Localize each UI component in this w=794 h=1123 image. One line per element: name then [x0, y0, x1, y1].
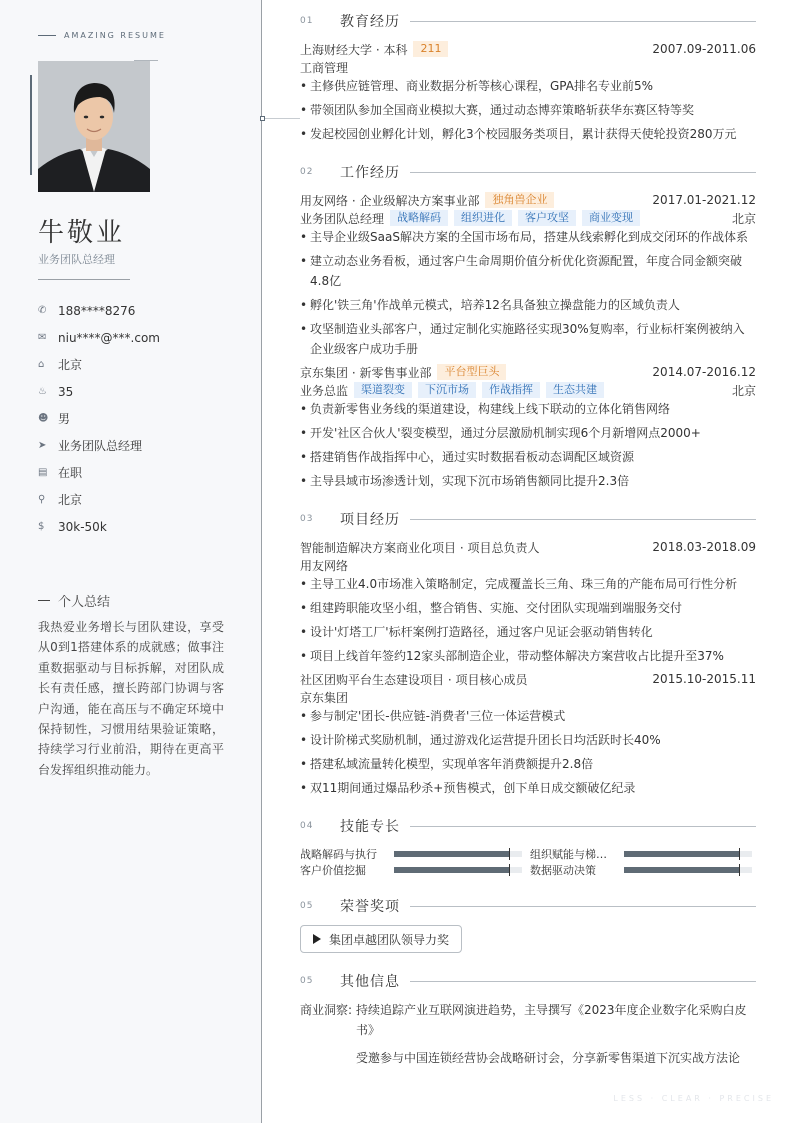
list-item: • 项目上线首年签约12家头部制造企业，带动整体解决方案营收占比提升至37%: [300, 646, 756, 666]
send-icon: ➤: [38, 440, 47, 451]
info-age: [38, 378, 160, 405]
school-name: 上海财经大学 · 本科: [300, 42, 408, 57]
section-rule: [410, 519, 756, 520]
list-item: • 开发'社区合伙人'裂变模型，通过分层激励机制实现6个月新增网点2000+: [300, 423, 756, 443]
section-number: 03: [300, 514, 314, 524]
skill-bar-track: [624, 867, 752, 873]
contact-info-list: [38, 297, 160, 540]
job-position-row: [300, 209, 756, 227]
skill-bar-track: [394, 851, 522, 857]
status-icon: ▤: [38, 467, 48, 478]
info-text: 35: [58, 384, 74, 399]
section-title: 其他信息: [340, 974, 400, 990]
education-period: 2007.09-2011.06: [652, 42, 756, 56]
section-rule: [410, 21, 756, 22]
section-rule: [410, 906, 756, 907]
list-item: • 负责新零售业务线的渠道建设，构建线上线下联动的立体化销售网络: [300, 399, 756, 419]
sidebar: [0, 0, 262, 1123]
list-item: • 主修供应链管理、商业数据分析等核心课程，GPA排名专业前5%: [300, 76, 756, 96]
job-city: 北京: [731, 383, 756, 398]
section-title: 项目经历: [340, 512, 400, 528]
info-text: 在职: [58, 466, 83, 480]
skill-name: 组织赋能与梯…: [530, 848, 607, 861]
phone-icon: ✆: [38, 305, 47, 316]
skill-bar-track: [624, 851, 752, 857]
info-phone: [38, 297, 160, 324]
sidebar-divider: [38, 279, 130, 280]
list-item: • 主导企业级SaaS解决方案的全国市场布局，搭建从线索孵化到成交闭环的作战体系: [300, 227, 756, 247]
skill-name: 数据驱动决策: [530, 864, 596, 877]
skill-item: [530, 846, 752, 862]
project-title-row: [300, 538, 756, 556]
job-company: 京东集团 · 新零售事业部: [300, 365, 432, 380]
connector-line: [262, 118, 300, 119]
section-education-header: [300, 12, 756, 30]
section-projects-header: [300, 510, 756, 528]
info-text: 北京: [58, 493, 83, 507]
info-text: 北京: [58, 358, 83, 372]
section-number: 05: [300, 976, 314, 986]
skill-tag: 战略解码: [390, 210, 448, 226]
list-item: • 带领团队参加全国商业模拟大赛，通过动态博弈策略斩获华东赛区特等奖: [300, 100, 756, 120]
section-number: 04: [300, 821, 314, 831]
other-text: 受邀参与中国连锁经营协会战略研讨会，分享新零售渠道下沉实战方法论: [356, 1051, 741, 1065]
info-salary: [38, 513, 160, 540]
project-bullets: [300, 574, 756, 670]
job-position-row: [300, 381, 756, 399]
salary-icon: $: [38, 521, 45, 532]
skill-item: [300, 846, 522, 862]
list-item: • 搭建销售作战指挥中心，通过实时数据看板动态调配区域资源: [300, 447, 756, 467]
skill-bar-fill: [624, 851, 739, 857]
skill-tag: 下沉市场: [418, 382, 476, 398]
list-item: • 参与制定'团长-供应链-消费者'三位一体运营模式: [300, 706, 756, 726]
school-tag: 211: [413, 41, 448, 57]
other-text: 持续追踪产业互联网演进趋势，主导撰写《2023年度企业数字化采购白皮书》: [356, 1003, 747, 1037]
list-item: • 组建跨职能攻坚小组，整合销售、实施、交付团队实现端到端服务交付: [300, 598, 756, 618]
job-position: 业务团队总经理: [300, 211, 385, 226]
skill-bar-marker: [739, 864, 740, 876]
skill-item: [300, 862, 522, 878]
job-city: 北京: [731, 211, 756, 226]
summary-text: 我热爱业务增长与团队建设，享受从0到1搭建体系的成就感；做事注重数据驱动与目标拆解，对团队成长有责任感，擅长跨部门协调与客户沟通，能在高压与不确定环境中保持韧性，习惯用结果验证策略，持续学习行业前沿，期待在更高平台发挥组织推动能力。: [38, 620, 224, 777]
list-item: • 建立动态业务看板，通过客户生命周期价值分析优化资源配置，年度合同金额突破4.8亿: [300, 251, 756, 291]
section-title: 荣誉奖项: [340, 899, 400, 915]
award-label: 集团卓越团队领导力奖: [329, 932, 450, 947]
info-email: [38, 324, 160, 351]
project-org-row: [300, 688, 756, 706]
info-text: niu****@***.com: [58, 330, 160, 345]
company-badge: 独角兽企业: [485, 192, 554, 208]
skill-tag: 商业变现: [582, 210, 640, 226]
award-chip: [300, 925, 462, 953]
section-awards-header: [300, 897, 756, 915]
project-period: 2018.03-2018.09: [652, 540, 756, 554]
person-name: 牛敬业: [38, 218, 126, 248]
info-text: 男: [58, 412, 71, 426]
education-school-row: [300, 40, 756, 58]
project-bullets: [300, 706, 756, 802]
summary-title: 个人总结: [38, 591, 110, 610]
section-rule: [410, 826, 756, 827]
job-period: 2014.07-2016.12: [652, 365, 756, 379]
mail-icon: ✉: [38, 332, 47, 343]
footer-watermark: LESS · CLEAR · PRECISE: [613, 1094, 774, 1103]
education-bullets: [300, 76, 756, 148]
project-title-row: [300, 670, 756, 688]
skill-tag: 组织进化: [454, 210, 512, 226]
job-position: 业务总监: [300, 383, 349, 398]
skill-tag: 客户攻坚: [518, 210, 576, 226]
skill-bar-fill: [394, 851, 509, 857]
company-badge: 平台型巨头: [437, 364, 506, 380]
section-other-header: [300, 972, 756, 990]
job-company-row: [300, 191, 756, 209]
section-number: 02: [300, 167, 314, 177]
job-bullets: [300, 227, 756, 363]
section-number: 01: [300, 16, 314, 26]
gender-icon: ☻: [38, 413, 49, 424]
skill-name: 战略解码与执行: [300, 848, 377, 861]
info-target-role: [38, 432, 160, 459]
list-item: • 主导县域市场渗透计划，实现下沉市场销售额同比提升2.3倍: [300, 471, 756, 491]
section-work-header: [300, 163, 756, 181]
cake-icon: ♨: [38, 386, 47, 397]
info-text: 188****8276: [58, 303, 136, 318]
section-skills-header: [300, 817, 756, 835]
major: 工商管理: [300, 60, 349, 75]
list-item: • 主导工业4.0市场准入策略制定，完成覆盖长三角、珠三角的产能布局可行性分析: [300, 574, 756, 594]
location-icon: ⚲: [38, 494, 46, 505]
info-text: 30k-50k: [58, 519, 107, 534]
skill-bar-track: [394, 867, 522, 873]
info-location: [38, 486, 160, 513]
skill-bar-marker: [739, 848, 740, 860]
section-rule: [410, 172, 756, 173]
list-item: • 搭建私域流量转化模型，实现单客年消费额提升2.8倍: [300, 754, 756, 774]
skill-item: [530, 862, 752, 878]
photo-frame-line: [30, 75, 32, 175]
skill-tag: 作战指挥: [482, 382, 540, 398]
project-org: 京东集团: [300, 690, 349, 705]
section-title: 工作经历: [340, 165, 400, 181]
list-item: • 孵化'铁三角'作战单元模式，培养12名具备独立操盘能力的区域负责人: [300, 295, 756, 315]
section-number: 05: [300, 901, 314, 911]
skill-bar-fill: [624, 867, 739, 873]
section-title: 技能专长: [340, 819, 400, 835]
info-status: [38, 459, 160, 486]
skill-tag: 渠道裂变: [354, 382, 412, 398]
skill-bar-marker: [509, 864, 510, 876]
section-rule: [410, 981, 756, 982]
section-title: 教育经历: [340, 14, 400, 30]
list-item: • 设计阶梯式奖励机制，通过游戏化运营提升团长日均活跃时长40%: [300, 730, 756, 750]
person-role: 业务团队总经理: [38, 253, 115, 266]
project-org-row: [300, 556, 756, 574]
project-org: 用友网络: [300, 558, 349, 573]
list-item: • 发起校园创业孵化计划，孵化3个校园服务类项目，累计获得天使轮投资280万元: [300, 124, 756, 144]
info-text: 业务团队总经理: [58, 439, 143, 453]
list-item: • 攻坚制造业头部客户，通过定制化实施路径实现30%复购率，行业标杆案例被纳入企业级客户成功手册: [300, 319, 756, 359]
skill-tag: 生态共建: [546, 382, 604, 398]
education-major-row: [300, 58, 756, 76]
list-item: • 双11期间通过爆品秒杀+预售模式，创下单日成交额破亿纪录: [300, 778, 756, 798]
skill-name: 客户价值挖掘: [300, 864, 366, 877]
job-period: 2017.01-2021.12: [652, 193, 756, 207]
skill-bar-marker: [509, 848, 510, 860]
brand-label: AMAZING RESUME: [38, 31, 166, 40]
play-icon: [313, 934, 321, 944]
info-home: [38, 351, 160, 378]
skill-bar-fill: [394, 867, 509, 873]
avatar: [38, 61, 150, 192]
job-company-row: [300, 363, 756, 381]
list-item: • 设计'灯塔工厂'标杆案例打造路径，通过客户见证会驱动销售转化: [300, 622, 756, 642]
job-company: 用友网络 · 企业级解决方案事业部: [300, 193, 480, 208]
connector-dot: [260, 116, 265, 121]
avatar-photo: [38, 61, 150, 192]
info-gender: [38, 405, 160, 432]
job-bullets: [300, 399, 756, 495]
project-period: 2015.10-2015.11: [652, 672, 756, 686]
project-name: 智能制造解决方案商业化项目 · 项目总负责人: [300, 540, 540, 555]
home-icon: ⌂: [38, 359, 45, 370]
other-label: 商业洞察:: [300, 1003, 353, 1017]
project-name: 社区团购平台生态建设项目 · 项目核心成员: [300, 672, 528, 687]
